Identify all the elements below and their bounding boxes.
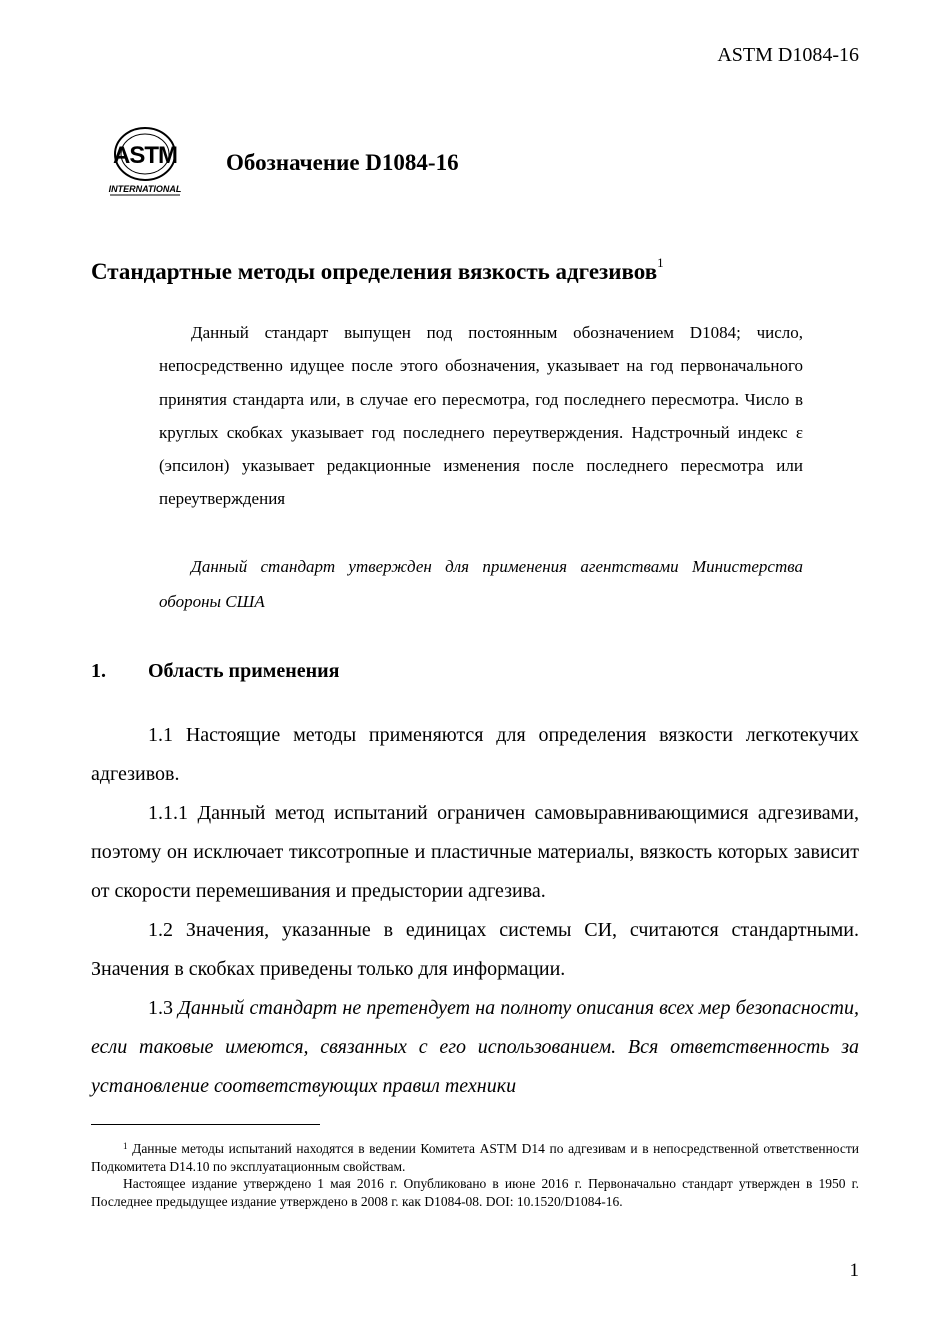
paragraph-1-1	[91, 716, 859, 794]
footnote-text: Настоящее издание утверждено 1 мая 2016 г. Опубликовано в июне 2016 г. Первоначально стандарт утвержден в 1950 г. Последнее предыдущее издание утверждено в 2008 г. как D1084-08. DOI: 10.1520/D1084-16.	[91, 1176, 859, 1209]
paragraph-number: 1.2	[148, 919, 173, 941]
section-title: Область применения	[148, 660, 340, 682]
paragraph-text: Данный метод испытаний ограничен самовыравнивающимися адгезивами, поэтому он исключает тиксотропные и пластичные материалы, вязкость которых зависит от скорости перемешивания и предыстории адгезива.	[91, 802, 859, 902]
paragraph-number: 1.3	[148, 997, 173, 1019]
designation-notice: Данный стандарт выпущен под постоянным обозначением D1084; число, непосредственно идущее после этого обозначения, указывает на год первоначального принятия стандарта или, в случае его пересмотра, год последнего пересмотра. Число в круглых скобках указывает год последнего переутверждения. Надстрочный индекс ε (эпсилон) указывает редакционные изменения после последнего пересмотра или переутверждения	[159, 323, 803, 509]
document-title	[91, 255, 664, 285]
paragraph-1-1-1	[91, 794, 859, 911]
paragraph-1-3	[91, 989, 859, 1106]
paragraph-text: Значения, указанные в единицах системы СИ, считаются стандартными. Значения в скобках приведены только для информации.	[91, 919, 860, 980]
footnotes	[91, 1140, 859, 1210]
paragraph-number: 1.1	[148, 724, 173, 746]
footnote-1	[91, 1140, 859, 1175]
document-title-text: Стандартные методы определения вязкость адгезивов	[91, 259, 658, 284]
dod-approval-notice: Данный стандарт утвержден для применения агентствами Министерства обороны США	[159, 557, 803, 611]
designation-title: Обозначение D1084-16	[226, 150, 459, 175]
paragraph-1-2	[91, 911, 859, 989]
footnote-marker: 1	[123, 1141, 128, 1151]
astm-international-logo-icon	[104, 124, 186, 198]
paragraph-text: Данный стандарт не претендует на полноту описания всех мер безопасности, если таковые имеются, связанных с его использованием. Вся ответственность за установление соответствующих правил техники	[91, 997, 860, 1097]
paragraph-text: Настоящие методы применяются для определения вязкости легкотекучих адгезивов.	[91, 724, 860, 785]
section-number: 1.	[91, 660, 106, 682]
document-code-header: ASTM D1084-16	[717, 44, 859, 66]
paragraph-number: 1.1.1	[148, 802, 188, 824]
page-number: 1	[849, 1260, 859, 1281]
svg-text:ASTM: ASTM	[113, 142, 177, 169]
footnote-separator	[91, 1124, 320, 1125]
footnote-edition	[91, 1175, 859, 1210]
footnote-text: Данные методы испытаний находятся в ведении Комитета ASTM D14 по адгезивам и в непосредственной ответственности Подкомитета D14.10 по эксплуатационным свойствам.	[91, 1141, 859, 1174]
title-footnote-ref: 1	[657, 255, 664, 270]
section-body	[91, 716, 859, 1106]
svg-text:INTERNATIONAL: INTERNATIONAL	[108, 184, 182, 194]
